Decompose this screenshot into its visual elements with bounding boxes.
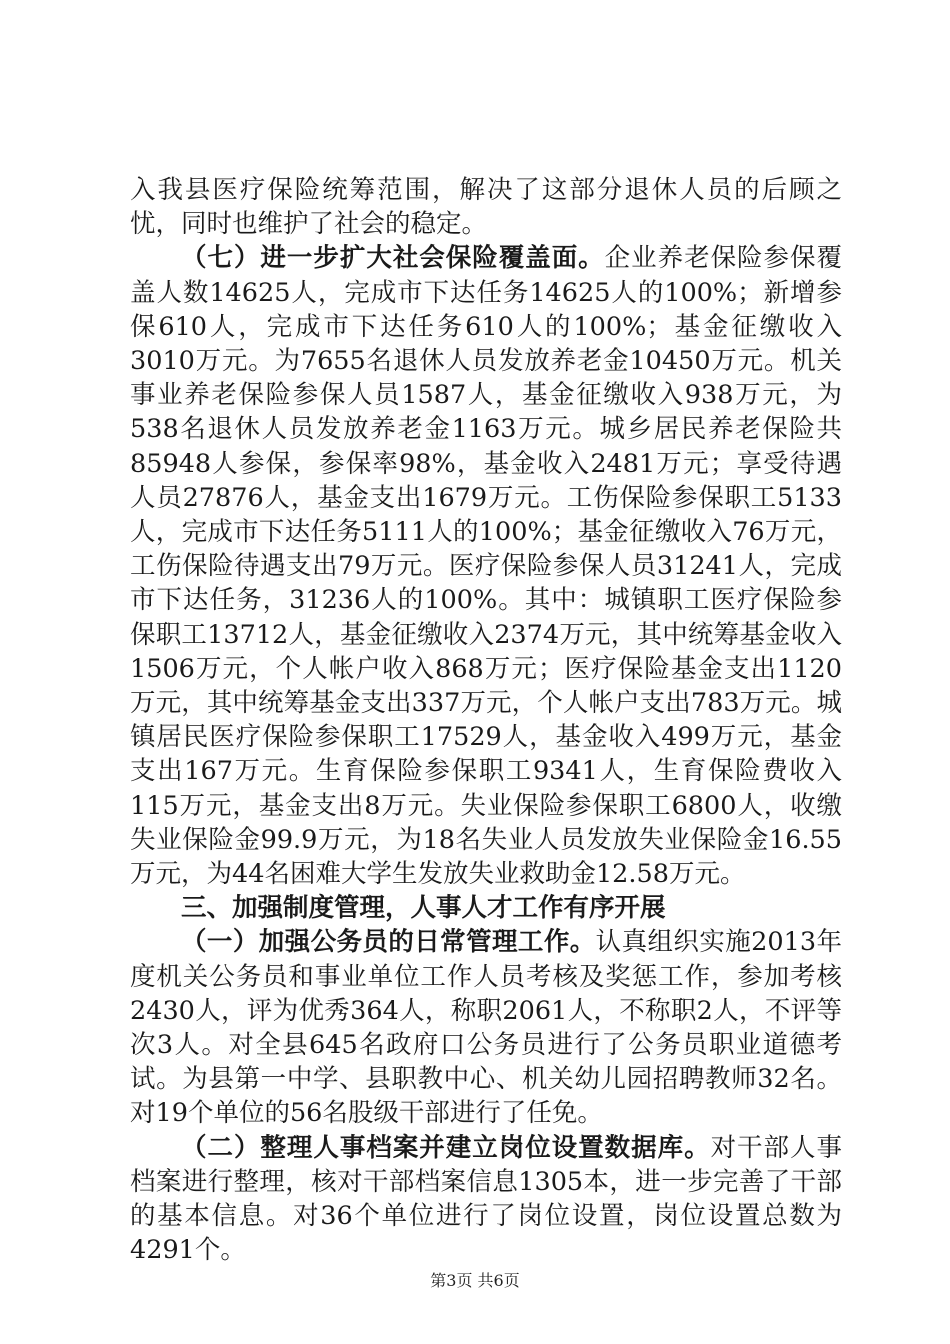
paragraph-personnel-files [130, 1131, 842, 1268]
paragraph-lead: （七）进一步扩大社会保险覆盖面。 [181, 243, 605, 274]
document-body [130, 173, 842, 1268]
paragraph-lead: （二）整理人事档案并建立岗位设置数据库。 [181, 1132, 711, 1163]
paragraph-lead: （一）加强公务员的日常管理工作。 [181, 927, 596, 958]
paragraph-continuation [130, 173, 842, 241]
paragraph-text: 对干部人事档案进行整理，核对干部档案信息1305本，进一步完善了干部的基本信息。对36个单位进行了岗位设置，岗位设置总数为4291个。 [130, 1132, 842, 1266]
paragraph-civil-servant [130, 925, 842, 1130]
paragraph-social-insurance [130, 241, 842, 891]
paragraph-text: 企业养老保险参保覆盖人数14625人，完成市下达任务14625人的100%；新增参保610人，完成市下达任务610人的100%；基金征缴收入3010万元。为7655名退休人员发放养老金10450万元。机关事业养老保险参保人员1587人，基金征缴收入938万元，为538名退休人员发放养老金1163万元。城乡居民养老保险共85948人参保，参保率98%，基金收入2481万元；享受待遇人员27876人，基金支出1679万元。工伤保险参保职工5133人，完成市下达任务5111人的100%；基金征缴收入76万元，工伤保险待遇支出79万元。医疗保险参保人员31241人，完成市下达任务，31236人的100%。其中：城镇职工医疗保险参保职工13712人，基金征缴收入2374万元，其中统筹基金收入1506万元，个人帐户收入868万元；医疗保险基金支出1120万元，其中统筹基金支出337万元，个人帐户支出783万元。城镇居民医疗保险参保职工17529人，基金收入499万元，基金支出167万元。生育保险参保职工9341人，生育保险费收入115万元，基金支出8万元。失业保险参保职工6800人，收缴失业保险金99.9万元，为18名失业人员发放失业保险金16.55万元，为44名困难大学生发放失业救助金12.58万元。 [130, 243, 842, 890]
paragraph-text: 认真组织实施2013年度机关公务员和事业单位工作人员考核及奖惩工作，参加考核2430人，评为优秀364人，称职2061人，不称职2人，不评等次3人。对全县645名政府口公务员进行了公务员职业道德考试。为县第一中学、县职教中心、机关幼儿园招聘教师32名。对19个单位的56名股级干部进行了任免。 [130, 927, 842, 1129]
page-number: 第3页 共6页 [430, 1271, 520, 1290]
paragraph-text: 入我县医疗保险统筹范围，解决了这部分退休人员的后顾之忧，同时也维护了社会的稳定。 [130, 175, 842, 240]
page-footer [0, 1271, 950, 1291]
section-heading: 三、加强制度管理，人事人才工作有序开展 [181, 893, 666, 924]
